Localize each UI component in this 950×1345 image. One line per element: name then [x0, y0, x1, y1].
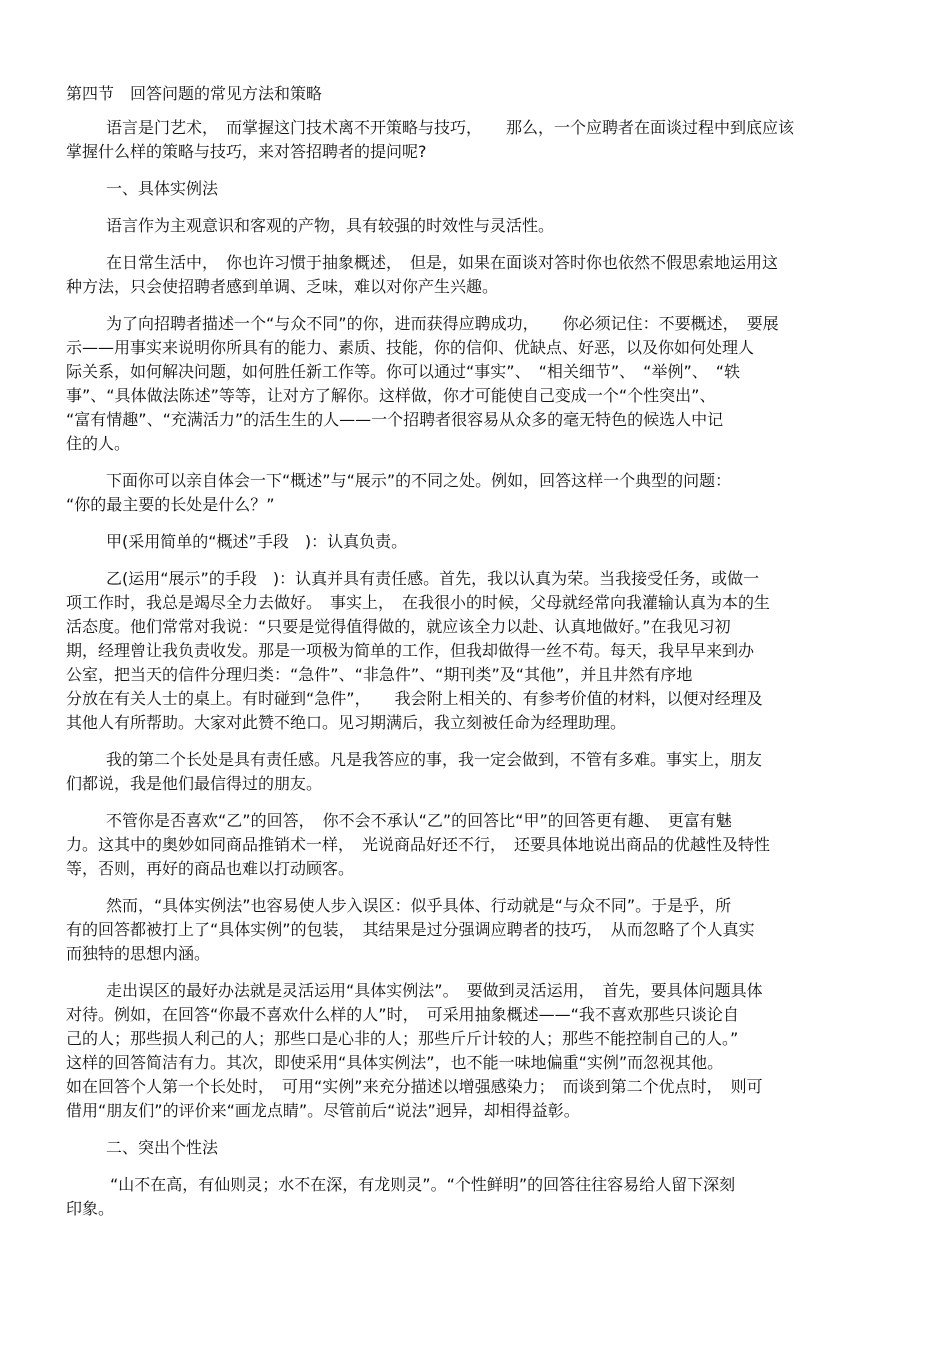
- text-line: 然而，“具体实例法”也容易使人步入误区：似乎具体、行动就是“与众不同”。于是乎，所: [106, 896, 732, 915]
- text-line: 下面你可以亲自体会一下“概述”与“展示”的不同之处。例如，回答这样一个典型的问题：: [106, 471, 732, 490]
- text-line: 在日常生活中， 你也许习惯于抽象概述， 但是，如果在面谈对答时你也依然不假思索地运用这: [106, 253, 779, 272]
- paragraph: [66, 567, 884, 735]
- text-line: 借用“朋友们”的评价来“画龙点睛”。尽管前后“说法”迥异，却相得益彰。: [66, 1101, 580, 1120]
- text-line: 有的回答都被打上了“具体实例”的包装， 其结果是过分强调应聘者的技巧， 从而忽略了个人真实: [66, 920, 755, 939]
- paragraph: [66, 469, 884, 517]
- paragraph: [66, 979, 884, 1123]
- text-line: 期，经理曾让我负责收发。那是一项极为简单的工作，但我却做得一丝不苟。每天，我早早来到办: [66, 641, 755, 660]
- paragraph: [66, 116, 884, 164]
- paragraph: [66, 748, 884, 796]
- text-line: “山不在高，有仙则灵；水不在深，有龙则灵”。“个性鲜明”的回答往往容易给人留下深刻: [110, 1175, 736, 1194]
- paragraph: [66, 894, 884, 966]
- text-line: 语言作为主观意识和客观的产物，具有较强的时效性与灵活性。: [106, 216, 555, 235]
- text-line: 对待。例如，在回答“你最不喜欢什么样的人”时， 可采用抽象概述——“我不喜欢那些只谈论自: [66, 1005, 739, 1024]
- text-line: 公室，把当天的信件分理归类：“急件”、“非急件”、“期刊类”及“其他”，并且井然有序地: [66, 665, 693, 684]
- text-line: 事”、“具体做法陈述”等等，让对方了解你。这样做，你才可能使自己变成一个“个性突出”、: [66, 386, 716, 405]
- text-line: 甲(采用简单的“概述”手段 )：认真负责。: [106, 532, 408, 551]
- text-line: “富有情趣”、“充满活力”的活生生的人——一个招聘者很容易从众多的毫无特色的候选人中记: [66, 410, 724, 429]
- text-line: 为了向招聘者描述一个“与众不同”的你，进而获得应聘成功， 你必须记住：不要概述， 要展: [106, 314, 779, 333]
- paragraph: [66, 214, 884, 238]
- text-line: 等，否则，再好的商品也难以打动顾客。: [66, 859, 355, 878]
- text-line: 种方法，只会使招聘者感到单调、乏味，难以对你产生兴趣。: [66, 277, 499, 296]
- text-line: 而独特的思想内涵。: [66, 944, 211, 963]
- text-line: 走出误区的最好办法就是灵活运用“具体实例法”。 要做到灵活运用， 首先，要具体问题具体: [106, 981, 763, 1000]
- text-line: “你的最主要的长处是什么？”: [66, 495, 275, 514]
- text-line: 分放在有关人士的桌上。有时碰到“急件”， 我会附上相关的、有参考价值的材料，以便对经理及: [66, 689, 763, 708]
- text-line: 掌握什么样的策略与技巧，来对答招聘者的提问呢?: [66, 142, 427, 161]
- text-line: 住的人。: [66, 434, 131, 453]
- text-line: 项工作时，我总是竭尽全力去做好。 事实上， 在我很小的时候，父母就经常向我灌输认真为本的生: [66, 593, 771, 612]
- text-line: 们都说，我是他们最信得过的朋友。: [66, 774, 323, 793]
- text-line: 活态度。他们常常对我说：“只要是觉得值得做的，就应该全力以赴、认真地做好。”在我见习初: [66, 617, 731, 636]
- text-line: 印象。: [66, 1199, 115, 1218]
- text-line: 其他人有所帮助。大家对此赞不绝口。见习期满后，我立刻被任命为经理助理。: [66, 713, 627, 732]
- subsection-heading: 二、突出个性法: [106, 1138, 219, 1157]
- paragraph: [66, 809, 884, 881]
- paragraph: [66, 251, 884, 299]
- text-line: 己的人；那些损人利己的人；那些口是心非的人；那些斤斤计较的人；那些不能控制自己的人。”: [66, 1029, 739, 1048]
- text-line: 不管你是否喜欢“乙”的回答， 你不会不承认“乙”的回答比“甲”的回答更有趣、 更富有魅: [106, 811, 732, 830]
- text-line: 我的第二个长处是具有责任感。凡是我答应的事，我一定会做到，不管有多难。事实上，朋友: [106, 750, 763, 769]
- text-line: 乙(运用“展示”的手段 )：认真并具有责任感。首先，我以认真为荣。当我接受任务，或做一: [106, 569, 760, 588]
- text-line: 力。这其中的奥妙如同商品推销术一样， 光说商品好还不行， 还要具体地说出商品的优越性及特性: [66, 835, 771, 854]
- text-line: 示——用事实来说明你所具有的能力、素质、技能，你的信仰、优缺点、好恶，以及你如何处理人: [66, 338, 755, 357]
- paragraph: [66, 1173, 884, 1221]
- text-line: 语言是门艺术， 而掌握这门技术离不开策略与技巧， 那么，一个应聘者在面谈过程中到底应该: [106, 118, 795, 137]
- subsection-heading: 一、具体实例法: [106, 179, 219, 198]
- text-line: 这样的回答简洁有力。其次，即使采用“具体实例法”，也不能一味地偏重“实例”而忽视其他。: [66, 1053, 724, 1072]
- text-line: 际关系，如何解决问题，如何胜任新工作等。你可以通过“事实”、 “相关细节”、 “举例”、 “轶: [66, 362, 741, 381]
- section-title: 第四节 回答问题的常见方法和策略: [66, 84, 323, 103]
- paragraph: [66, 312, 884, 456]
- paragraph: [66, 530, 884, 554]
- document-page: [66, 82, 884, 1221]
- text-line: 如在回答个人第一个长处时， 可用“实例”来充分描述以增强感染力； 而谈到第二个优点时， 则可: [66, 1077, 763, 1096]
